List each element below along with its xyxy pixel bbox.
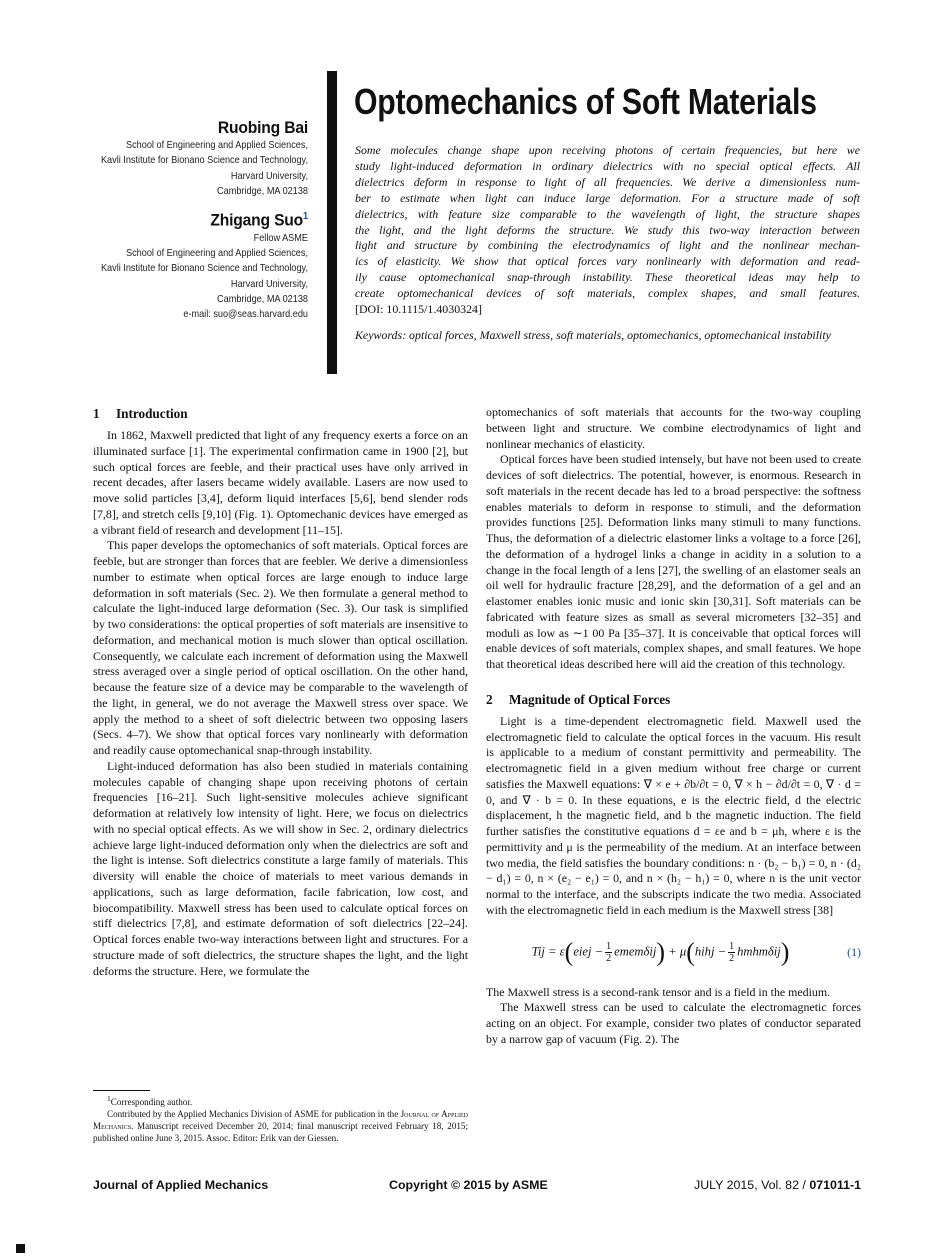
author-affiliation: School of Engineering and Applied Sciences, xyxy=(126,140,308,151)
page-footer xyxy=(93,1178,861,1196)
author-affiliation: Kavli Institute for Bionano Science and Technology, xyxy=(100,263,308,275)
left-column xyxy=(93,405,468,979)
abstract-line: light and structure by combining the electrodynamics of light and the nonlinear mechan- xyxy=(355,238,860,253)
doi[interactable]: [DOI: 10.1115/1.4030324] xyxy=(355,302,482,317)
footnote-mark[interactable]: 1 xyxy=(303,211,308,223)
footnote-rule xyxy=(93,1090,150,1091)
author-affiliation: Kavli Institute for Bionano Science and Technology, xyxy=(100,155,308,167)
footnote-corresponding: $^1$Corresponding author. xyxy=(107,1094,193,1108)
abstract xyxy=(355,143,860,318)
paragraph: Light is a time-dependent electromagnetic field. Maxwell used the electromagnetic field to calculate the optical forces in the vacuum. His result is applicable to a medium of constant permittivity and permeability. The electromagnetic field in a given medium without free charge or current satisfies the Maxwell equations: ∇ × e + ∂b/∂t = 0, ∇ × h − ∂d/∂t = 0, ∇ · d = 0, and ∇ · b = 0. In these equations, e is the electric field, d the electric displacement, h the magnetic field, and b the magnetic induction. The field further satisfies the constitutive equations d = εe and b = μh, where ε is the permittivity and μ is the permeability of the medium. At an interface between two media, the field satisfies the boundary conditions: n · (b₂ − b₁) = 0, n · (d₂ − d₁) = 0, n × (e₂ − e₁) = 0, and n × (h₂ − h₁) = 0, where n is the unit vector normal to the interface, and the subscripts indicate the two media. Associated with the electromagnetic field in each medium is the Maxwell stress [38] xyxy=(486,713,861,917)
footer-journal: Journal of Applied Mechanics xyxy=(93,1178,269,1192)
paragraph: In 1862, Maxwell predicted that light of any frequency exerts a force on an illuminated surface [1]. The experimental confirmation came in 1900 [2], but such optical forces are feeble, and their practical uses have only arrived in recent decades, after lasers became widely available. Lasers are now used to move solid particles [3,4], deform liquid interfaces [5,6], bend slender rods [7,8], and stretch cells [9,10] (Fig. 1). Optomechanic devices have emerged as a vibrant field of research and development [11–15]. xyxy=(93,428,468,537)
abstract-line: dielectrics, with feature size comparable to the wavelength of light, the structure shapes xyxy=(355,206,860,221)
abstract-line: dielectrics deform in response to light of all frequencies. We derive a dimensionless num- xyxy=(355,174,860,189)
equation-maxwell-stress xyxy=(486,927,861,979)
title-divider-bar xyxy=(327,71,337,374)
author-name: Zhigang Suo$^1$ xyxy=(210,210,308,230)
abstract-line: the light, and the light deforms the structure. We study this two-way interaction between xyxy=(355,222,860,237)
author-affiliation: School of Engineering and Applied Sciences, xyxy=(126,248,308,260)
keywords: Keywords: optical forces, Maxwell stress, soft materials, optomechanics, optomechanical instability xyxy=(355,328,831,342)
paragraph: The Maxwell stress is a second-rank tensor and is a field in the medium. xyxy=(486,984,831,999)
section-heading-magnitude: 2 Magnitude of Optical Forces xyxy=(486,691,671,707)
abstract-line: ics of elasticity. We show that optical forces vary nonlinearly with deformation and read- xyxy=(355,254,860,269)
abstract-line: Some molecules change shape upon receiving photons of certain frequencies, but here we xyxy=(355,143,860,157)
paragraph: The Maxwell stress can be used to calculate the electromagnetic forces acting on an object. For example, consider two plates of conductor separated by a narrow gap of vacuum (Fig. 2). The xyxy=(486,1000,861,1046)
author-affiliation: Cambridge, MA 02138 xyxy=(217,185,308,197)
abstract-line: study light-induced deformation in ordinary dielectrics with no special optical effects. All xyxy=(355,158,860,173)
author-affiliation: Harvard University, xyxy=(230,170,308,182)
paragraph: optomechanics of soft materials that accounts for the two-way coupling between light and structure. We combine electrodynamics of light and nonlinear mechanics of elasticity. xyxy=(486,405,861,451)
author-affiliation: Cambridge, MA 02138 xyxy=(217,294,308,306)
author-fellowship: Fellow ASME xyxy=(253,232,308,244)
fraction: $\frac{1}{2}$ xyxy=(729,941,735,964)
section-heading-introduction: 1 Introduction xyxy=(93,406,188,421)
paragraph: Light-induced deformation has also been studied in materials containing molecules capable of changing shape upon receiving photons of certain frequencies [16–21]. Such light-sensitive molecules achieve significant deformation at relatively low intensity of light. Here, we focus on dielectrics with no special optical effects. As we will show in Sec. 2, ordinary dielectrics achieve large light-induced deformation only when the dielectrics are soft and the light is intense. Soft dielectrics constitute a large family of materials. This diversity will enable the choice of materials to meet various demands in applications, such as large deformation, facile fabrication, low cost, and biocompatibility. Maxwell stress has been used to calculate optical forces on stiff dielectrics [7,8], and estimate deformation of soft dielectrics [22–24]. Optical forces enable two-way interactions between light and structures. For a structure made of soft dielectrics, the structure shapes the light, and the light deforms the structure. Here, we formulate the xyxy=(93,758,468,978)
footer-copyright: Copyright © 2015 by ASME xyxy=(389,1178,548,1192)
author-block xyxy=(60,118,308,323)
fraction: $\frac{1}{2}$ xyxy=(606,941,612,964)
abstract-line: ber to estimate when light can induce large deformation. For a structure made of soft xyxy=(355,190,860,205)
crop-mark-icon xyxy=(16,1244,25,1253)
paper-title: Optomechanics of Soft Materials xyxy=(354,81,817,122)
paragraph: Optical forces have been studied intensely, but have not been used to create devices of soft dielectrics. The potential, however, is enormous. Research in soft materials in the recent decade has led to a broad perspective: the softness enables materials to deform in response to stimuli, and the deformation provides functions [25]. Deformation links many stimuli to many functions. Thus, the deformation of a dielectric elastomer links a voltage to a force [26], the deformation of a hydrogel links a change in acidity in a solution to a change in the focal length of a lens [27], the swelling of an elastomer seals an oil well for hydraulic fracture [28,29], and the deformation of a gel and an elastomer enables ionic music and ionic skin [30,31]. Soft materials can be fabricated with feature sizes as small as several micrometers [32–35] and moduli as low as ∼1 00 Pa [35–37]. It is conceivable that optical forces will enable devices of soft materials, complex shapes, and small features. We hope that theoretical ideas described here will aid the creation of this technology. xyxy=(486,452,861,671)
footnotes xyxy=(93,1093,468,1145)
footnote-received: Contributed by the Applied Mechanics Division of ASME for publication in the Journal of Applied Mechanics. Manuscript received December 20, 2014; final manuscript received February 18, 2015; published online June 3, 2015. Assoc. Editor: Erik van der Giessen. xyxy=(93,1108,468,1143)
equation-number[interactable]: (1) xyxy=(847,944,861,959)
equation-body: Tij = ε(eiej − $\frac{1}{2}$ ememδij) + μ(hihj − $\frac{1}{2}$ hmhmδij) xyxy=(531,937,790,967)
author-name: Ruobing Bai xyxy=(217,118,308,137)
right-column xyxy=(486,405,861,1048)
footer-issue: JULY 2015, Vol. 82 / 071011-1 xyxy=(694,1178,861,1192)
author-affiliation: Harvard University, xyxy=(230,278,308,290)
abstract-line: create optomechanical devices of soft materials, complex shapes, and small features. xyxy=(355,286,860,301)
abstract-line: ily cause optomechanical snap-through instability. These theoretical ideas may help to xyxy=(355,270,860,285)
author-email[interactable]: e-mail: suo@seas.harvard.edu xyxy=(183,309,308,321)
paragraph: This paper develops the optomechanics of soft materials. Optical forces are feeble, but are stronger than forces that are feebler. We derive a dimensionless number to estimate when optical forces are large enough to induce large deformation in soft materials (Sec. 2). We then formulate a general method to calculate the light-induced large deformation (Sec. 3). Our task is simplified by two considerations: the optical properties of soft materials are insensitive to deformation, and mechanical motion is much slower than optical oscillation. Consequently, we calculate each increment of deformation using the Maxwell stress averaged over a single period of optical oscillation. On the other hand, because the feature size of a device may be comparable to the wavelength of the light, in general, we do not average the Maxwell stress over space. We apply the method to a sheet of soft dielectric between two opposing lasers (Secs. 4–7). We show that optical forces vary nonlinearly with deformation and readily cause optomechanical snap-through instability. xyxy=(93,538,468,757)
